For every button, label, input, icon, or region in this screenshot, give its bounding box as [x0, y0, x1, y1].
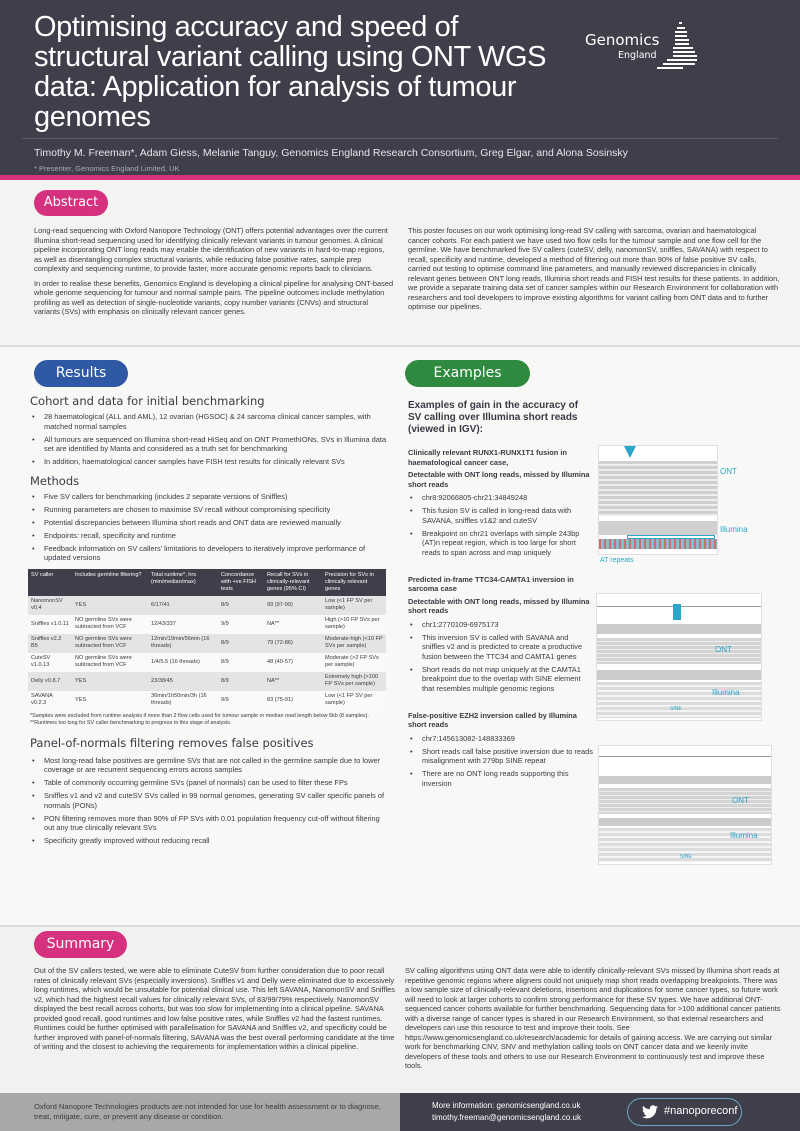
table-cell: 79 (72-86) — [264, 634, 322, 653]
breakpoint-arrow-icon — [624, 446, 636, 458]
table-cell: YES — [72, 672, 148, 691]
example-case-3: False-positive EZH2 inversion called by Illumina short reads • chr7:145613082-148833369 • Short reads call false positive inversion due to reads misalignment with 279bp SINE repeat • There are no ONT long reads supporting this inversion — [408, 711, 593, 792]
table-header-cell: Precision for SVs in clinically relevant genes — [322, 569, 386, 596]
table-cell: NO germline SVs were subtracted from VCF — [72, 615, 148, 634]
footer-contact-panel — [400, 1093, 800, 1131]
list-item: • All tumours are sequenced on Illumina short-read HiSeq and on ONT PromethIONs. SVs in Illumina data set are identified by Manta and considered as a truth set for benchmarking — [30, 435, 392, 454]
pon-heading: Panel-of-normals filtering removes false positives — [30, 735, 314, 750]
table-cell: 12/43/337 — [148, 615, 218, 634]
list-item: • This inversion SV is called with SAVANA and sniffles v2 and is predicted to create a productive fusion between the TTC34 and CAMTA1 genes — [408, 633, 593, 662]
methods-list — [30, 492, 392, 563]
table-cell: 36min/1h50min/3h (16 threads) — [148, 691, 218, 710]
list-item: • chr7:145613082-148833369 — [408, 734, 593, 744]
header-divider — [22, 138, 778, 139]
table-cell: 23/38/45 — [148, 672, 218, 691]
summary-left-text: Out of the SV callers tested, we were able to eliminate CuteSV from further consideration due to poor recall rates of clinically relevant SVs (especially inversions). Sniffles v1 and Delly were eliminated due to excessively long runtimes, which would be unsuitable for potential clinical use. This left SAVANA, NanomonSV and Sniffles v2, which had the highest recall values for clinically relevant SVs, of 83/99/79% respectively. NanomonSV displayed the best recall across cohorts, but was too slow for implementing into a clinical pipeline. SAVANA provided good recall, good runtimes and low false positive rates, while Sniffles v2 had the fastest runtimes. Runtimes could be further optimised with parallelisation for SAVANA and Sniffles v2, and specificity could be further improved with panel-of-normals filtering, SAVANA was the best overall performing candidate at the time of writing and the closest to achieving the requirements for implementation within a clinical pipeline. — [34, 966, 395, 1051]
table-cell: 8/9 — [218, 672, 264, 691]
hashtag-text: #nanoporeconf — [664, 1105, 738, 1117]
table-cell: 12min/19min/56min (16 threads) — [148, 634, 218, 653]
table-cell: 8/9 — [218, 634, 264, 653]
table-cell: 9/9 — [218, 691, 264, 710]
table-cell: YES — [72, 596, 148, 615]
table-row — [28, 634, 386, 653]
abstract-left-text: Long-read sequencing with Oxford Nanopore Technology (ONT) offers potential advantages over the current Illumina short-read sequencing used for identifying clinically relevant variants in tumour genomes. A clinical pipeline incorporating ONT long reads may enable the identification of new variants in hard-to-map regions, as well as disentangling complex structural variants, while reducing false positive rates, sample prep complexity and sequencing runtime, to provide faster, more accurate genomic reports back to clinicians. In order to realise these benefits, Genomics England is developing a clinical pipeline for analysing ONT-based whole genome sequencing for tumour and normal sample pairs. The pipeline outcomes include methylation profiling as well as detection of single-nucleotide variants, copy number variants (CNVs) and structural variants (SVs) with emphasis on clinically relevant cancer genes. — [34, 226, 394, 316]
author-list: Timothy M. Freeman*, Adam Giess, Melanie Tanguy, Genomics England Research Consortium, Greg Elgar, and Alona Sosinsky — [34, 147, 628, 159]
table-header-cell: Includes germline filtering? — [72, 569, 148, 596]
table-cell: NA** — [264, 672, 322, 691]
table-cell: Sniffles v2.2 B5 — [28, 634, 72, 653]
disclaimer-text: Oxford Nanopore Technologies products are not intended for use for health assessment or to diagnose, treat, mitigate, cure, or prevent any disease or condition. — [34, 1102, 381, 1121]
england-map-icon — [657, 20, 709, 78]
summary-right-text: SV calling algorithms using ONT data were able to identify clinically-relevant SVs missed by Illumina short reads at repetitive genomic regions where aligners could not uniquely map short reads overlapping breakpoints. There was a low sample size of clinically-relevant deletions, insertions and duplications for some cancer types, so future work will need to look at larger cohorts to confirm strong performance for these SV types. We have additional ONT-sequenced cancer cohorts available for further benchmarking. Sequencing data for >100 additional cancer patients with a diverse range of cancer types is shared in our Research Environment, so that external researchers and developers can use this resource to test and improve their tools. See https://www.genomicsengland.co.uk/research/academic for details of gaining access. We are carrying out similar work for benchmarking CNV, SNV and methylation calling tools on ONT cancer data and we keenly invite developers of these tools and others to use our Research Environment to continuously test and improve these tools. — [405, 966, 781, 1070]
sine-label: SINE — [670, 706, 682, 712]
list-item: • Five SV callers for benchmarking (includes 2 separate versions of Sniffles) — [30, 492, 392, 502]
table-row — [28, 596, 386, 615]
list-item: • Endpoints: recall, specificity and runtime — [30, 531, 392, 541]
table-cell: NA** — [264, 615, 322, 634]
table-header-cell: Concordance with +ve FISH tests — [218, 569, 264, 596]
list-item: • Short reads call false positive inversion due to reads misalignment with 279bp SINE repeat — [408, 747, 593, 766]
table-cell: Moderate-high (<10 FP SVs per sample) — [322, 634, 386, 653]
list-item: • 28 haematological (ALL and AML), 12 ovarian (HGSOC) & 24 sarcoma clinical cancer samples, with matched normal samples — [30, 412, 392, 431]
example-case-1: Clinically relevant RUNX1-RUNX1T1 fusion in haematological cancer case, Detectable with ONT long reads, missed by Illumina short reads • chr8:92066805-chr21:34849248 • This fusion SV is called in long-read data with SAVANA, sniffles v1&2 and cuteSV • Breakpoint on chr21 overlaps with simple 243bp (AT)n repeat region, which is too large for short reads to span across and map uniquely — [408, 448, 593, 561]
table-cell: Sniffles v1.0.11 — [28, 615, 72, 634]
table-row — [28, 653, 386, 672]
summary-heading: Summary — [34, 931, 127, 958]
results-heading: Results — [34, 360, 128, 387]
hashtag-badge[interactable] — [627, 1098, 742, 1126]
list-item: • Short reads do not map uniquely at the CAMTA1 breakpoint due to the overlap with SINE element that resembles multiple genomic regions — [408, 665, 593, 694]
table-cell: Moderate (>2 FP SVs per sample) — [322, 653, 386, 672]
pon-list — [30, 756, 392, 846]
igv-screenshot-ezh2 — [598, 745, 772, 865]
example-case-2: Predicted in-frame TTC34-CAMTA1 inversion in sarcoma case Detectable with ONT long reads, missed by Illumina short reads • chr1:2770109-6975173 • This inversion SV is called with SAVANA and sniffles v2 and is predicted to create a productive fusion between the TTC34 and CAMTA1 genes • Short reads do not map uniquely at the CAMTA1 breakpoint due to the overlap with SINE element that resembles multiple genomic regions — [408, 575, 593, 697]
list-item: • Table of commonly occurring germline SVs (panel of normals) can be used to filter these FPs — [30, 778, 392, 788]
affiliation: * Presenter, Genomics England Limited, UK — [34, 164, 180, 173]
list-item: • Breakpoint on chr21 overlaps with simple 243bp (AT)n repeat region, which is too large for short reads to span across and map uniquely — [408, 529, 593, 558]
list-item: • Feedback information on SV callers' limitations to developers to iteratively improve performance of updated versions — [30, 544, 392, 563]
ont-label: ONT — [715, 645, 732, 654]
cohort-list — [30, 412, 392, 467]
list-item: • Specificity greatly improved without reducing recall — [30, 836, 392, 846]
table-header-cell: Total runtime*, hrs (min/median/max) — [148, 569, 218, 596]
table-cell: CuteSV v1.0.13 — [28, 653, 72, 672]
abstract-right-text: This poster focuses on our work optimising long-read SV calling with sarcoma, ovarian and haematological cancer cohorts. For each patient we have used two flow cells for the tumour sample and one flow cell for the germline. We have benchmarked five SV callers (cuteSV, delly, nanomonSV, sniffles, SAVANA) with respect to recall, specificity and runtime, developed a method of filtering out more than 90% of false positive SV calls, carried out testing to optimise command line parameters, and manually reviewed discrepancies in clinically relevant genes between ONT long reads, Illumina short reads and FISH test results for these patients. In addition, we provide a separate training data set of cancer samples within our Research Environment for collaboration with researchers and tool developers to improve existing algorithms for variant calling from ONT data and to further optimise our pipelines. — [408, 226, 780, 311]
table-cell: 1/4/5.5 (16 threads) — [148, 653, 218, 672]
table-cell: 99 (97-99) — [264, 596, 322, 615]
table-cell: NanomonSV v0.4 — [28, 596, 72, 615]
list-item: • This fusion SV is called in long-read data with SAVANA, sniffles v1&2 and cuteSV — [408, 506, 593, 525]
table-cell: 83 (75-91) — [264, 691, 322, 710]
table-cell: SAVANA v0.2.3 — [28, 691, 72, 710]
igv-screenshot-runx1 — [598, 445, 718, 555]
cohort-heading: Cohort and data for initial benchmarking — [30, 394, 265, 408]
table-cell: NO germline SVs were subtracted from VCF — [72, 634, 148, 653]
table-row — [28, 615, 386, 634]
results-column — [30, 394, 392, 849]
list-item: • Potential discrepancies between Illumina short reads and ONT data are reviewed manually — [30, 518, 392, 528]
examples-column — [408, 400, 593, 792]
table-cell: Delly v0.8.7 — [28, 672, 72, 691]
twitter-bird-icon — [642, 1105, 658, 1119]
footer-disclaimer-panel — [0, 1093, 400, 1131]
list-item: • There are no ONT long reads supporting this inversion — [408, 769, 593, 788]
table-cell: High (>10 FP SVs per sample) — [322, 615, 386, 634]
illumina-label: Illumina — [730, 831, 758, 840]
list-item: • PON filtering removes more than 90% of FP SVs with 0.01 population frequency cut-off without filtering out any true clinically relevant SVs — [30, 814, 392, 833]
breakpoint-arrow-icon — [673, 604, 681, 620]
section-divider — [0, 925, 800, 927]
igv-screenshot-camta1 — [596, 593, 762, 721]
sine-label: SINE — [680, 854, 692, 860]
table-cell: 8/9 — [218, 596, 264, 615]
email-link[interactable]: timothy.freeman@genomicsengland.co.uk — [432, 1113, 581, 1122]
table-cell: Low (<1 FP SV per sample) — [322, 691, 386, 710]
poster-title: Optimising accuracy and speed of structural variant calling using ONT WGS data: Application for analysis of tumour genomes — [34, 11, 547, 133]
list-item: • Sniffles v1 and v2 and cuteSV SVs called in 99 normal genomes, generating SV caller specific panels of normals (PONs) — [30, 791, 392, 810]
table-header-cell: SV caller — [28, 569, 72, 596]
table-cell: Extremely high (>100 FP SVs per sample) — [322, 672, 386, 691]
abstract-heading: Abstract — [34, 190, 108, 216]
table-cell: YES — [72, 691, 148, 710]
list-item: • Most long-read false positives are germline SVs that are not called in the germline sample due to lower coverage or are recurrent sequencing errors across samples — [30, 756, 392, 775]
table-cell: NO germline SVs were subtracted from VCF — [72, 653, 148, 672]
illumina-label: Illumina — [720, 525, 748, 534]
examples-title: Examples of gain in the accuracy of SV calling over Illumina short reads (viewed in IGV): — [408, 400, 579, 435]
table-cell: 48 (40-57) — [264, 653, 322, 672]
at-repeats-label: AT repeats — [600, 557, 634, 564]
table-footnote: *Samples were excluded from runtime analysis if more than 2 flow cells used for tumour sample or median read length below 5kb (8 samples). **Runtimes too long for SV caller benchmarking to progress to this stage of analysis. — [30, 712, 369, 726]
table-row — [28, 691, 386, 710]
list-item: • chr1:2770109-6975173 — [408, 620, 593, 630]
sv-caller-table — [28, 569, 386, 710]
table-cell: 6/17/41 — [148, 596, 218, 615]
table-cell: 9/9 — [218, 615, 264, 634]
table-cell: 8/9 — [218, 653, 264, 672]
genomics-england-logo: Genomics England — [585, 20, 735, 80]
methods-heading: Methods — [30, 473, 80, 488]
list-item: • chr8:92066805-chr21:34849248 — [408, 493, 593, 503]
illumina-label: Illumina — [712, 688, 740, 697]
table-header-row — [28, 569, 386, 596]
table-header-cell: Recall for SVs in clinically-relevant genes (95% CI) — [264, 569, 322, 596]
examples-heading: Examples — [405, 360, 530, 387]
table-row — [28, 672, 386, 691]
ont-label: ONT — [732, 796, 749, 805]
more-info-link[interactable]: More information: genomicsengland.co.uk — [432, 1101, 581, 1110]
ont-label: ONT — [720, 467, 737, 476]
list-item: • Running parameters are chosen to maximise SV recall without compromising specificity — [30, 505, 392, 515]
list-item: • In addition, haematological cancer samples have FISH test results for clinically relevant SVs — [30, 457, 392, 467]
table-cell: Low (<1 FP SV per sample) — [322, 596, 386, 615]
